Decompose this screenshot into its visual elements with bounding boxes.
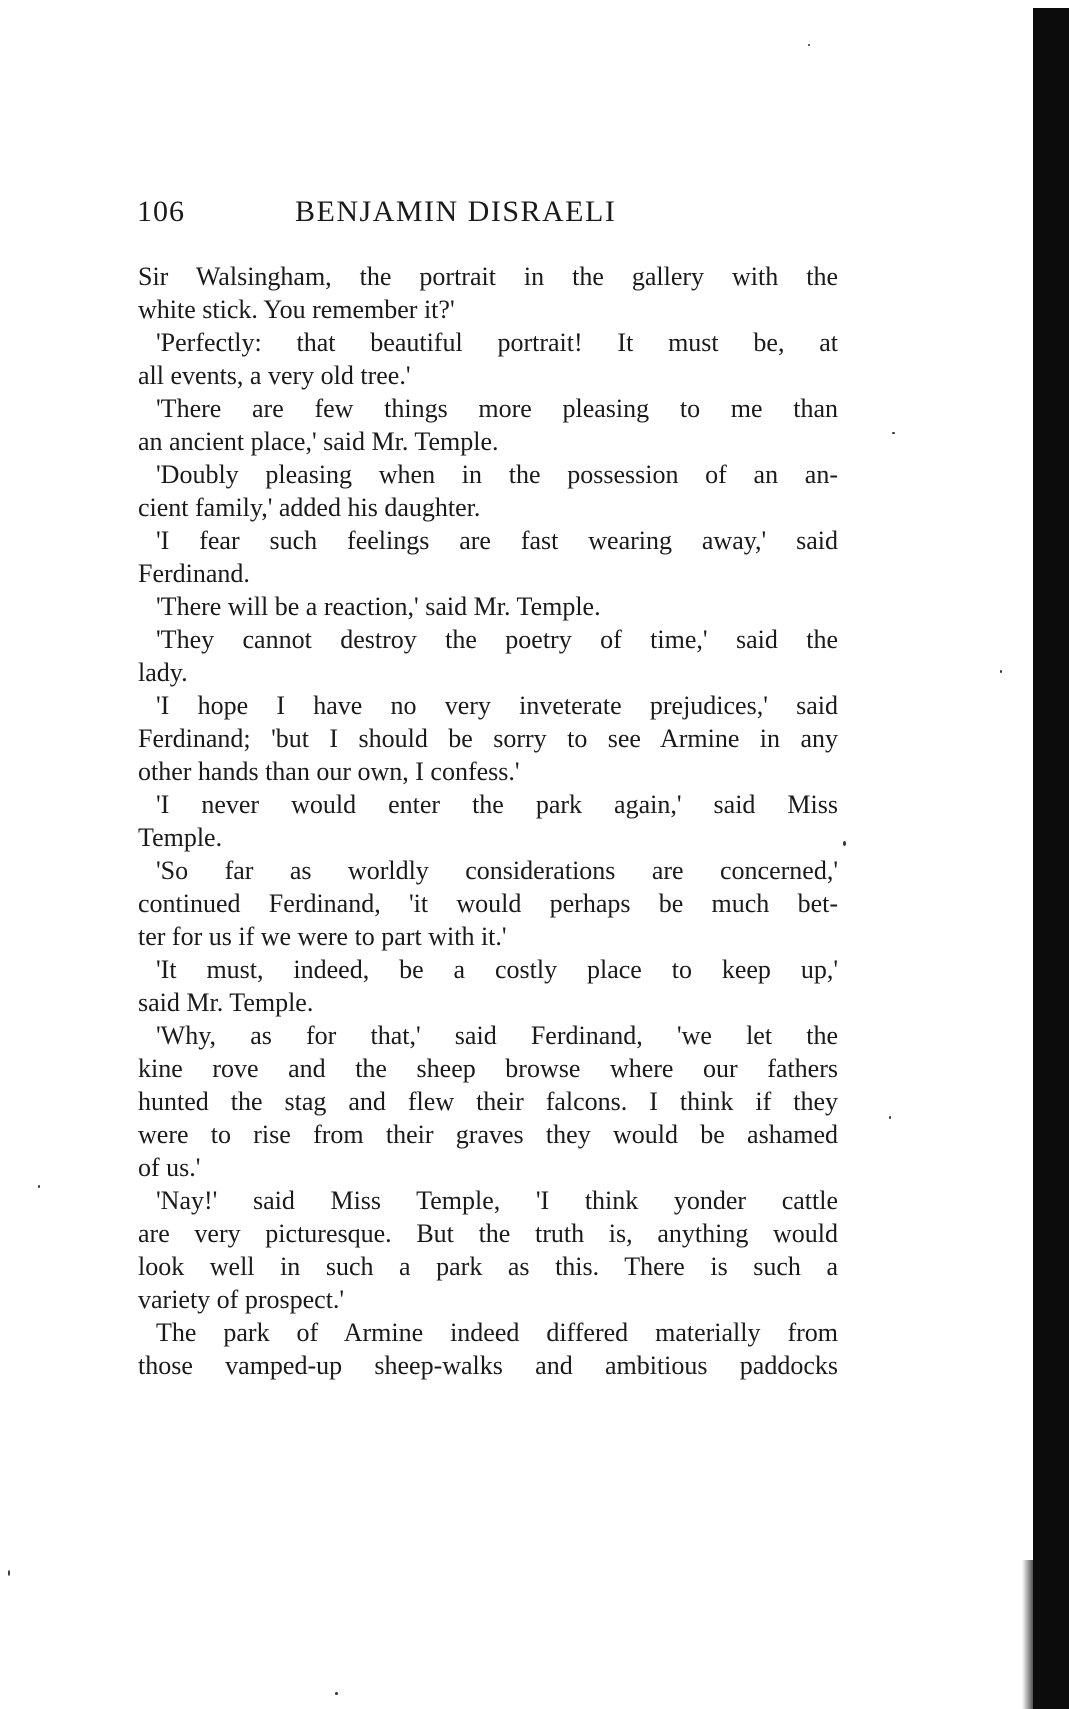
- text-line: cient family,' added his daughter.: [138, 493, 481, 522]
- text-line: said Mr. Temple.: [138, 988, 314, 1017]
- text-line: of us.': [138, 1153, 201, 1182]
- running-head: BENJAMIN DISRAELI: [295, 195, 617, 228]
- text-line: 'So far as worldly considerations are concerned,': [156, 856, 838, 885]
- text-line: all events, a very old tree.': [138, 361, 411, 390]
- text-line: white stick. You remember it?': [138, 295, 455, 324]
- text-line: Ferdinand; 'but I should be sorry to see Armine in any: [138, 724, 838, 753]
- speck: [335, 1692, 338, 1695]
- text-line: lady.: [138, 658, 188, 687]
- text-line: 'Perfectly: that beautiful portrait! It must be, at: [156, 328, 838, 357]
- speck: [808, 44, 810, 46]
- speck: [1000, 670, 1002, 673]
- text-line: 'I fear such feelings are fast wearing away,' said: [156, 526, 838, 555]
- text-line: continued Ferdinand, 'it would perhaps be much bet-: [138, 889, 838, 918]
- text-line: 'Nay!' said Miss Temple, 'I think yonder cattle: [156, 1186, 838, 1215]
- text-line: 'Doubly pleasing when in the possession of an an-: [156, 460, 838, 489]
- text-line: were to rise from their graves they would be ashamed: [138, 1120, 838, 1149]
- speck: [889, 1116, 891, 1119]
- speck: [38, 1185, 40, 1188]
- text-line: 'I hope I have no very inveterate prejudices,' said: [156, 691, 838, 720]
- text-line: variety of prospect.': [138, 1285, 345, 1314]
- page-header: [137, 195, 837, 235]
- text-line: ter for us if we were to part with it.': [138, 922, 507, 951]
- binding-shadow-taper: [1022, 1560, 1036, 1709]
- text-line: The park of Armine indeed differed materially from: [156, 1318, 838, 1347]
- text-line: 'They cannot destroy the poetry of time,' said the: [156, 625, 838, 654]
- text-line: 'I never would enter the park again,' said Miss: [156, 790, 838, 819]
- text-line: are very picturesque. But the truth is, anything would: [138, 1219, 838, 1248]
- text-line: kine rove and the sheep browse where our fathers: [138, 1054, 838, 1083]
- text-line: look well in such a park as this. There is such a: [138, 1252, 838, 1281]
- speck: [8, 1570, 10, 1576]
- text-line: 'There will be a reaction,' said Mr. Temple.: [156, 592, 601, 621]
- page-number: 106: [137, 195, 185, 228]
- text-line: those vamped-up sheep-walks and ambitious paddocks: [138, 1351, 838, 1380]
- text-line: 'It must, indeed, be a costly place to keep up,': [156, 955, 838, 984]
- speck: [892, 432, 895, 434]
- text-line: an ancient place,' said Mr. Temple.: [138, 427, 499, 456]
- text-line: Ferdinand.: [138, 559, 250, 588]
- speck: [843, 841, 846, 846]
- body-text: [138, 260, 838, 1382]
- text-line: other hands than our own, I confess.': [138, 757, 520, 786]
- text-line: hunted the stag and flew their falcons. I think if they: [138, 1087, 838, 1116]
- text-line: 'There are few things more pleasing to me than: [156, 394, 838, 423]
- text-line: Sir Walsingham, the portrait in the gallery with the: [138, 262, 838, 291]
- binding-shadow: [1033, 8, 1069, 1709]
- text-line: Temple.: [138, 823, 223, 852]
- text-line: 'Why, as for that,' said Ferdinand, 'we let the: [156, 1021, 838, 1050]
